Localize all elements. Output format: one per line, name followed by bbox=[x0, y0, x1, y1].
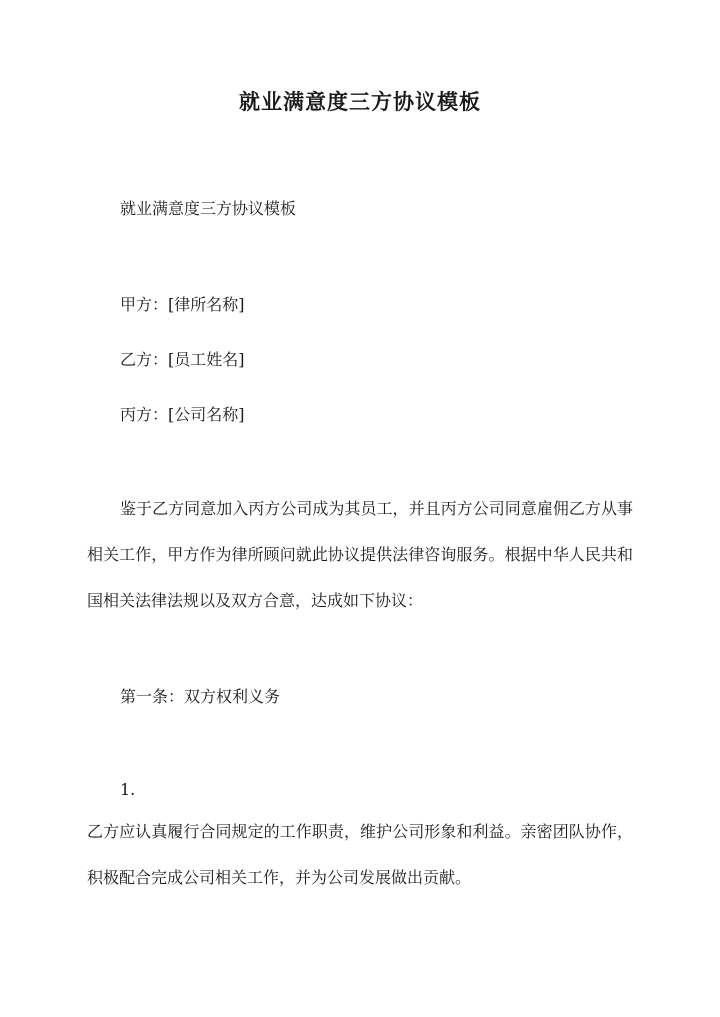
document-subtitle: 就业满意度三方协议模板 bbox=[120, 199, 297, 218]
party-b-line: 乙方：[员工姓名] bbox=[120, 350, 245, 369]
document-title: 就业满意度三方协议模板 bbox=[239, 89, 481, 114]
preamble-paragraph: 鉴于乙方同意加入丙方公司成为其员工，并且丙方公司同意雇佣乙方从事相关工作，甲方作为律所顾问就此协议提供法律咨询服务。根据中华人民共和国相关法律法规以及双方合意，达成如下协议： bbox=[87, 499, 633, 610]
article-1-heading: 第一条：双方权利义务 bbox=[120, 687, 281, 706]
item-1-text: 乙方应认真履行合同规定的工作职责，维护公司形象和利益。亲密团队协作，积极配合完成公司相关工作，并为公司发展做出贡献。 bbox=[87, 822, 633, 887]
item-1-number: 1. bbox=[120, 780, 136, 799]
party-a-line: 甲方：[律所名称] bbox=[120, 295, 245, 314]
party-c-line: 丙方：[公司名称] bbox=[120, 405, 245, 424]
